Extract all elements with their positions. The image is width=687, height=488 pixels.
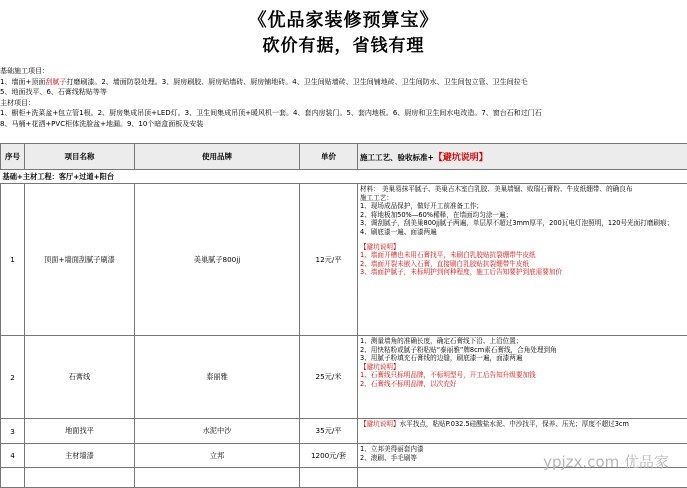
row-price: 1200元/套 — [300, 444, 358, 468]
base-items-line-1: 1、墙面+顶面刮腻子打磨刷漆。2、墙面防裂处理。3、厨房刷胶、厨房贴墙砖、厨房铺地砖。4、卫生间贴墙砖、卫生间铺地砖、卫生间防水、卫生间包立管、卫生间拉毛 — [0, 77, 687, 88]
row-material: 美巢腻子800jj — [135, 184, 300, 336]
document-slogan: 砍价有据，省钱有理 — [0, 31, 687, 56]
intro-section — [0, 66, 687, 129]
base-items-title: 基础施工项目： — [0, 66, 687, 77]
row-material: 泰丽雅 — [135, 336, 300, 419]
main-items-title: 主材项目： — [0, 98, 687, 109]
table-row — [1, 419, 687, 444]
row-no: 2 — [1, 336, 25, 419]
table-row — [1, 336, 687, 419]
row-price: 25元/米 — [300, 336, 358, 419]
row-price: 12元/平 — [300, 184, 358, 336]
row-name: 顶面+墙面刮腻子刷漆 — [25, 184, 135, 336]
row-material: 水泥中沙 — [135, 419, 300, 444]
row-price: 35元/平 — [300, 419, 358, 444]
row-name: 主材墙漆 — [25, 444, 135, 468]
category-label: 基础+主材工程：客厅+过道+阳台 — [1, 170, 687, 184]
base-items-line-2: 5、地面找平、6、石膏线粘贴等等 — [0, 87, 687, 98]
category-row — [1, 170, 687, 184]
main-items-line-2: 8、马桶+花洒+PVC柜体洗脸盆+地漏。9、10个暗盒面板及安装 — [0, 119, 687, 130]
row-name: 石膏线 — [25, 336, 135, 419]
watermark: ypjzx.com 优品家 — [543, 451, 669, 472]
budget-table — [0, 143, 687, 488]
row-material: 立邦 — [135, 444, 300, 468]
row-description: 材料： 美巢易抹平腻子、美巢占木室白乳胶、美巢墙锢、败瑞石膏粉、牛皮纸绷带、的确良布 施工工艺： 1、现场成品保护，做好开工前准备工作； 2、将地板加50%—60%稀释，在墙面均匀涂一遍； 3、调刮腻子，刮美巢800jj腻子两遍，单层厚不超过3mm厚平，200瓦电灯泡照明，120号光面打磨刷痕； 4、刷底漆一遍、面漆两遍 【避坑说明】 1、墙面开槽也未用石膏找平，未刷白乳胶贴抗裂绷带牛皮纸 2、墙面开裂未嵌入石膏，直接刷白乳胶贴抗裂绷带牛皮纸 3、墙面护腻子，未标明护到何种程度，施工后告知要护到底需要加价 — [358, 184, 687, 336]
row-no: 1 — [1, 184, 25, 336]
row-no: 3 — [1, 419, 25, 444]
row-description: 1、测量墙角的准确长度，确定石膏线下沿、上沿位置； 2、用快粘粉或腻子粉粘贴“泰丽雅”牌8cm素石膏线，合角处理到角 3、用腻子粉填充石膏线的边缝，刷底漆一遍，面漆两遍 【避坑说明】 1、石膏线只标明品牌，不标明型号，开工后告知升级要加钱 2、石膏线不标明品牌，以次充好 — [358, 336, 687, 419]
header-no: 序号 — [1, 144, 25, 170]
header-name: 项目名称 — [25, 144, 135, 170]
main-items-line-1: 1、橱柜+洗菜盆+包立管1根。2、厨房集成吊顶+LED灯。3、卫生间集成吊顶+暖风机一套。4、套内房装门。5、套内地板。6、厨房和卫生间水电改造。7、窗台石和过门石 — [0, 108, 687, 119]
header-material: 使用品牌 — [135, 144, 300, 170]
row-name: 地面找平 — [25, 419, 135, 444]
table-row — [1, 184, 687, 336]
document-title: 《优品家装修预算宝》 — [0, 6, 687, 32]
table-header-row — [1, 144, 687, 170]
row-description: 1、立邦美得丽套内漆 2、滚刷、手毛刷等 — [358, 444, 687, 468]
row-no: 4 — [1, 444, 25, 468]
header-process: 施工工艺、验收标准+【避坑说明】 — [358, 144, 687, 170]
row-description: 【避坑说明】水平找点，粘贴P.032.5硅酸盐水泥、中沙找平，保养、压光；厚度不超过3cm — [358, 419, 687, 444]
header-price: 单价 — [300, 144, 358, 170]
